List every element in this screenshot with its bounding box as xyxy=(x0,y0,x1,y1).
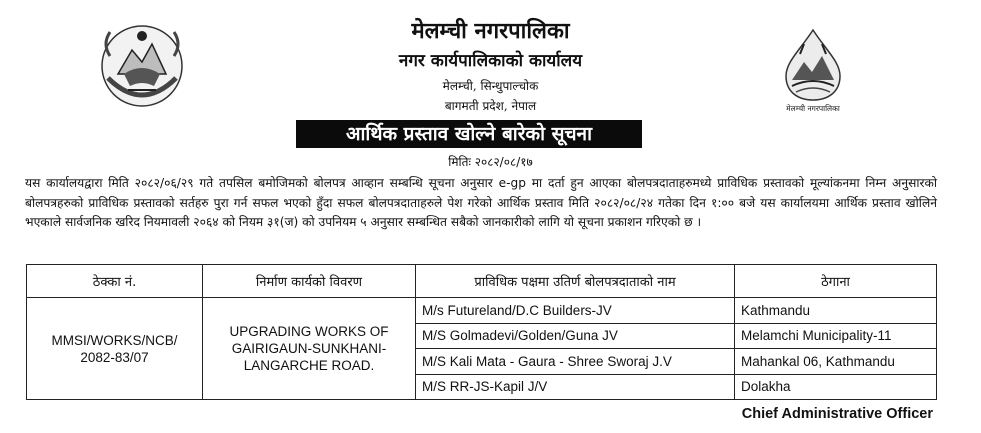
office-province: बागमती प्रदेश, नेपाल xyxy=(444,99,537,113)
work-description-cell: UPGRADING WORKS OF GAIRIGAUN-SUNKHANI-LANGARCHE ROAD. xyxy=(203,298,416,400)
signatory-title: Chief Administrative Officer xyxy=(741,406,933,422)
bidder-name-cell: M/S Kali Mata - Gaura - Shree Sworaj J.V xyxy=(416,349,735,375)
office-address: मेलम्ची, सिन्धुपाल्चोक xyxy=(442,79,539,93)
notice-date-row xyxy=(0,153,981,170)
header-contract-no: ठेक्का नं. xyxy=(27,265,203,298)
bidder-address-cell: Kathmandu xyxy=(735,298,937,324)
office-name: मेलम्ची नगरपालिका xyxy=(411,18,570,44)
contract-no-cell: MMSI/WORKS/NCB/ 2082-83/07 xyxy=(27,298,203,400)
executive-office: नगर कार्यपालिकाको कार्यालय xyxy=(398,51,583,71)
bidder-address-cell: Dolakha xyxy=(735,374,937,400)
header-address: ठेगाना xyxy=(735,265,937,298)
header-bidder-name: प्राविधिक पक्षमा उतिर्ण बोलपत्रदाताको नाम xyxy=(416,265,735,298)
notice-title: आर्थिक प्रस्ताव खोल्ने बारेको सूचना xyxy=(296,120,642,148)
bidder-name-cell: M/s Futureland/D.C Builders-JV xyxy=(416,298,735,324)
notice-body: यस कार्यालयद्वारा मिति २०८२/०६/२९ गते तपसिल बमोजिमको बोलपत्र आव्हान सम्बन्धि सूचना अनुसार e-gp मा दर्ता हुन आएका बोलपत्रदाताहरुमध्ये प्राविधिक प्रस्तावको मूल्यांकनमा निम्न अनुसारको बोलपत्रहरुको प्राविधिक प्रस्तावको सर्तहरु पुरा गर्न सफल भएको हुँदा सफल बोलपत्रदाताहरुले पेश गरेको आर्थिक प्रस्ताव मिति २०८२/०८/२४ गतेका दिन १:०० बजे यस कार्यालयमा आर्थिक प्रस्ताव खोलिने भएकाले सार्वजनिक खरिद नियमावली २०६४ को नियम ३१(ज) को उपनियम ५ अनुसार सम्बन्धित सबैको जानकारीको लागि यो सूचना प्रकाशन गरिएको छ । xyxy=(25,176,937,229)
header-work-description: निर्माण कार्यको विवरण xyxy=(203,265,416,298)
bidder-address-cell: Mahankal 06, Kathmandu xyxy=(735,349,937,375)
bidder-name-cell: M/S Golmadevi/Golden/Guna JV xyxy=(416,323,735,349)
bidder-name-cell: M/S RR-JS-Kapil J/V xyxy=(416,374,735,400)
successful-bidders-table xyxy=(26,264,937,400)
table-row xyxy=(27,298,937,324)
logo-caption: मेलम्ची नगरपालिका xyxy=(786,104,840,113)
notice-date: मितिः २०८२/०८/१७ xyxy=(448,155,533,169)
table-header-row xyxy=(27,265,937,298)
bidder-address-cell: Melamchi Municipality-11 xyxy=(735,323,937,349)
